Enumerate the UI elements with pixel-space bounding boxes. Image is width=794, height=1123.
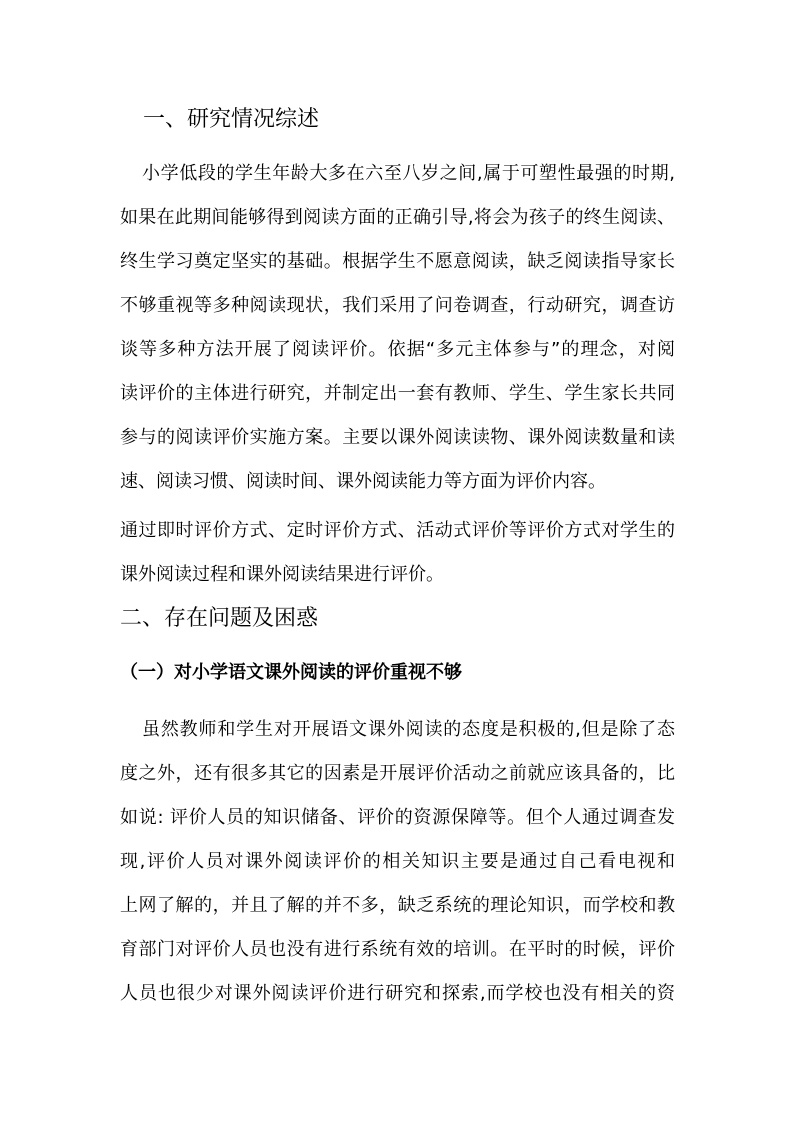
paragraph-line: 如说: 评价人员的知识储备、评价的资源保障等。但个人通过调查发 xyxy=(120,807,675,828)
paragraph-line: 现,评价人员对课外阅读评价的相关知识主要是通过自己看电视和 xyxy=(120,851,675,872)
paragraph-line: 谈等多种方法开展了阅读评价。依据“多元主体参与”的理念，对阅 xyxy=(120,339,675,360)
subsection-heading: （一）对小学语文课外阅读的评价重视不够 xyxy=(120,662,462,683)
paragraph-line: 人员也很少对课外阅读评价进行研究和探索,而学校也没有相关的资 xyxy=(120,983,675,1004)
paragraph-line: 课外阅读过程和课外阅读结果进行评价。 xyxy=(120,564,444,585)
paragraph-line: 上网了解的，并且了解的并不多，缺乏系统的理论知识，而学校和教 xyxy=(120,895,675,916)
paragraph-line: 度之外，还有很多其它的因素是开展评价活动之前就应该具备的，比 xyxy=(120,763,675,784)
paragraph-line: 速、阅读习惯、阅读时间、课外阅读能力等方面为评价内容。 xyxy=(120,471,606,492)
section-heading-1: 一、研究情况综述 xyxy=(143,107,320,132)
paragraph-line: 参与的阅读评价实施方案。主要以课外阅读读物、课外阅读数量和读 xyxy=(120,427,675,448)
paragraph-line: 如果在此期间能够得到阅读方面的正确引导,将会为孩子的终生阅读、 xyxy=(120,207,675,228)
paragraph-line: 育部门对评价人员也没有进行系统有效的培训。在平时的时候，评价 xyxy=(120,939,675,960)
paragraph-line: 通过即时评价方式、定时评价方式、活动式评价等评价方式对学生的 xyxy=(120,520,675,541)
paragraph-line: 终生学习奠定坚实的基础。根据学生不愿意阅读，缺乏阅读指导家长 xyxy=(120,251,675,272)
paragraph-line: 小学低段的学生年龄大多在六至八岁之间,属于可塑性最强的时期, xyxy=(142,163,675,184)
paragraph-line: 不够重视等多种阅读现状，我们采用了问卷调查，行动研究，调查访 xyxy=(120,295,675,316)
paragraph-line: 读评价的主体进行研究，并制定出一套有教师、学生、学生家长共同 xyxy=(120,383,675,404)
paragraph-line: 虽然教师和学生对开展语文课外阅读的态度是积极的,但是除了态 xyxy=(142,719,675,740)
section-heading-2: 二、存在问题及困惑 xyxy=(120,606,319,631)
